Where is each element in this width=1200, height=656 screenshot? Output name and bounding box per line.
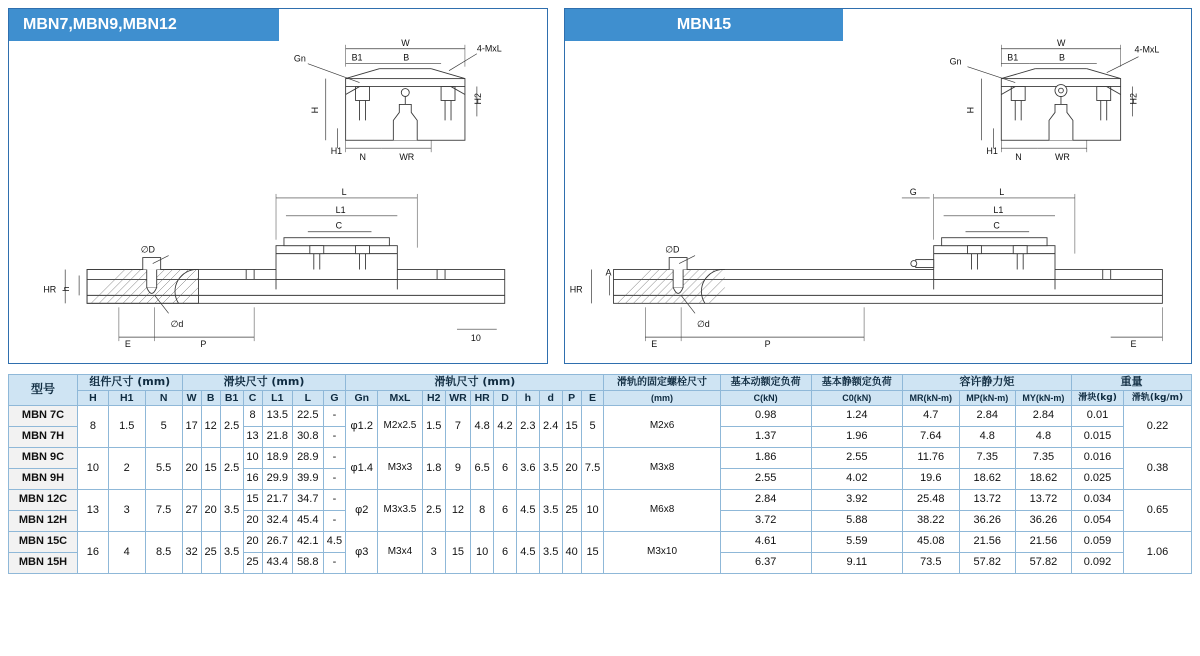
subheader-E: E [581, 390, 604, 405]
subheader-D: D [494, 390, 517, 405]
cell-weight-block: 0.034 [1072, 489, 1124, 510]
cell-C0-kN: 4.02 [811, 468, 902, 489]
cell-weight-rail: 1.06 [1124, 531, 1192, 573]
cell-W: 20 [182, 447, 201, 489]
cell-MxL: M3x3.5 [378, 489, 423, 531]
header-static-moment: 容许静力矩 [902, 375, 1071, 391]
cell-model: MBN 15H [9, 552, 78, 573]
cell-L1: 29.9 [262, 468, 292, 489]
svg-text:C: C [993, 220, 1000, 231]
cell-model: MBN 7H [9, 426, 78, 447]
subheader-H: H [78, 390, 109, 405]
svg-text:L: L [341, 186, 347, 197]
cell-H: 16 [78, 531, 109, 573]
table-row [9, 531, 1192, 552]
subheader-weight-rail: 滑轨(kg/m) [1124, 390, 1192, 405]
subheader-h: h [516, 390, 539, 405]
cell-B1: 3.5 [220, 489, 243, 531]
svg-text:∅d: ∅d [697, 319, 710, 330]
table-row [9, 405, 1192, 426]
cell-B1: 2.5 [220, 447, 243, 489]
cell-L1: 21.8 [262, 426, 292, 447]
cell-H1: 3 [108, 489, 145, 531]
cell-Gn: φ1.4 [346, 447, 378, 489]
cell-D: 4.2 [494, 405, 517, 447]
header-static-load: 基本静额定负荷 [811, 375, 902, 391]
cell-MP: 2.84 [959, 405, 1015, 426]
svg-text:B1: B1 [1007, 52, 1019, 63]
cell-E: 7.5 [581, 447, 604, 489]
subheader-B1: B1 [220, 390, 243, 405]
cell-H1: 4 [108, 531, 145, 573]
subheader-MP: MP(kN-m) [959, 390, 1015, 405]
cell-MY: 7.35 [1015, 447, 1071, 468]
cell-L: 30.8 [293, 426, 323, 447]
cell-L1: 21.7 [262, 489, 292, 510]
cell-C: 8 [243, 405, 262, 426]
cell-H2: 2.5 [422, 489, 445, 531]
subheader-HR: HR [471, 390, 494, 405]
cell-G: - [323, 552, 346, 573]
svg-text:H1: H1 [986, 146, 998, 157]
cell-C-kN: 6.37 [720, 552, 811, 573]
svg-text:B1: B1 [351, 52, 363, 63]
svg-text:4-MxL: 4-MxL [476, 43, 502, 54]
svg-text:E: E [1130, 339, 1137, 350]
cell-W: 17 [182, 405, 201, 447]
cell-C0-kN: 5.88 [811, 510, 902, 531]
cell-L1: 32.4 [262, 510, 292, 531]
header-model: 型号 [9, 375, 78, 406]
cell-weight-block: 0.016 [1072, 447, 1124, 468]
svg-text:H2: H2 [1128, 93, 1139, 105]
cell-E: 10 [581, 489, 604, 531]
cell-H1: 2 [108, 447, 145, 489]
svg-text:B: B [403, 52, 410, 63]
svg-text:N: N [359, 152, 367, 163]
cell-W: 27 [182, 489, 201, 531]
cell-C: 25 [243, 552, 262, 573]
cell-H: 10 [78, 447, 109, 489]
subheader-C-kN: C(kN) [720, 390, 811, 405]
cell-weight-block: 0.092 [1072, 552, 1124, 573]
cell-MR: 4.7 [902, 405, 959, 426]
cell-L1: 13.5 [262, 405, 292, 426]
cell-C: 20 [243, 510, 262, 531]
cell-C0-kN: 5.59 [811, 531, 902, 552]
cell-MR: 7.64 [902, 426, 959, 447]
svg-text:h: h [61, 286, 72, 292]
cell-D: 6 [494, 447, 517, 489]
subheader-B: B [201, 390, 220, 405]
technical-drawing-right [565, 9, 1191, 363]
svg-text:P: P [764, 339, 771, 350]
panel-title-left: MBN7,MBN9,MBN12 [9, 9, 279, 41]
cell-weight-block: 0.015 [1072, 426, 1124, 447]
cell-B: 20 [201, 489, 220, 531]
svg-text:P: P [200, 339, 207, 350]
cell-weight-rail: 0.38 [1124, 447, 1192, 489]
cell-MY: 21.56 [1015, 531, 1071, 552]
svg-text:H1: H1 [330, 146, 343, 157]
cell-W: 32 [182, 531, 201, 573]
cell-L: 28.9 [293, 447, 323, 468]
cell-C-kN: 4.61 [720, 531, 811, 552]
cell-G: - [323, 510, 346, 531]
cell-C-kN: 1.37 [720, 426, 811, 447]
cell-N: 7.5 [145, 489, 182, 531]
cell-B: 12 [201, 405, 220, 447]
cell-C-kN: 0.98 [720, 405, 811, 426]
cell-WR: 9 [445, 447, 471, 489]
cell-L1: 18.9 [262, 447, 292, 468]
svg-text:Gn: Gn [949, 56, 962, 67]
cell-MxL: M3x4 [378, 531, 423, 573]
cell-MP: 7.35 [959, 447, 1015, 468]
cell-P: 25 [562, 489, 581, 531]
cell-d: 3.5 [539, 447, 562, 489]
cell-L1: 43.4 [262, 552, 292, 573]
cell-d: 3.5 [539, 489, 562, 531]
cell-L: 58.8 [293, 552, 323, 573]
cell-WR: 12 [445, 489, 471, 531]
table-row [9, 489, 1192, 510]
cell-MR: 38.22 [902, 510, 959, 531]
drawing-panel-mbn15 [564, 8, 1192, 364]
svg-text:WR: WR [399, 152, 415, 163]
subheader-H1: H1 [108, 390, 145, 405]
svg-text:E: E [651, 339, 658, 350]
cell-P: 40 [562, 531, 581, 573]
subheader-weight-block: 滑块(kg) [1072, 390, 1124, 405]
cell-weight-rail: 0.65 [1124, 489, 1192, 531]
subheader-C: C [243, 390, 262, 405]
svg-text:∅D: ∅D [665, 244, 680, 255]
svg-text:A: A [605, 267, 612, 278]
cell-model: MBN 7C [9, 405, 78, 426]
cell-C-kN: 2.84 [720, 489, 811, 510]
cell-H2: 3 [422, 531, 445, 573]
cell-G: - [323, 447, 346, 468]
cell-G: - [323, 468, 346, 489]
cell-G: - [323, 405, 346, 426]
technical-drawing-left [9, 9, 547, 363]
subheader-P: P [562, 390, 581, 405]
specification-table-wrap [8, 374, 1192, 574]
table-body [9, 405, 1192, 573]
cell-L: 22.5 [293, 405, 323, 426]
cell-C: 16 [243, 468, 262, 489]
subheader-G: G [323, 390, 346, 405]
table-row [9, 447, 1192, 468]
cell-L: 45.4 [293, 510, 323, 531]
cell-bolt: M2x6 [604, 405, 720, 447]
cell-H: 8 [78, 405, 109, 447]
subheader-bolt-unit: (mm) [604, 390, 720, 405]
cell-L: 42.1 [293, 531, 323, 552]
cell-C-kN: 3.72 [720, 510, 811, 531]
cell-G: - [323, 489, 346, 510]
cell-HR: 8 [471, 489, 494, 531]
cell-weight-block: 0.025 [1072, 468, 1124, 489]
subheader-MY: MY(kN-m) [1015, 390, 1071, 405]
cell-N: 8.5 [145, 531, 182, 573]
cell-MY: 4.8 [1015, 426, 1071, 447]
svg-text:W: W [401, 37, 410, 48]
svg-text:∅d: ∅d [170, 319, 184, 330]
svg-text:C: C [335, 220, 343, 231]
subheader-WR: WR [445, 390, 471, 405]
cell-weight-block: 0.054 [1072, 510, 1124, 531]
cell-L: 39.9 [293, 468, 323, 489]
cell-L1: 26.7 [262, 531, 292, 552]
subheader-W: W [182, 390, 201, 405]
subheader-L: L [293, 390, 323, 405]
cell-C: 10 [243, 447, 262, 468]
cell-model: MBN 9C [9, 447, 78, 468]
cell-Gn: φ1.2 [346, 405, 378, 447]
cell-weight-rail: 0.22 [1124, 405, 1192, 447]
cell-h: 3.6 [516, 447, 539, 489]
cell-B: 25 [201, 531, 220, 573]
cell-MY: 18.62 [1015, 468, 1071, 489]
cell-model: MBN 9H [9, 468, 78, 489]
cell-model: MBN 12H [9, 510, 78, 531]
svg-text:L: L [999, 186, 1005, 197]
cell-MP: 4.8 [959, 426, 1015, 447]
header-rail-dims: 滑轨尺寸 (mm) [346, 375, 604, 391]
cell-MP: 36.26 [959, 510, 1015, 531]
cell-MY: 36.26 [1015, 510, 1071, 531]
cell-L: 34.7 [293, 489, 323, 510]
cell-model: MBN 15C [9, 531, 78, 552]
svg-text:WR: WR [1055, 152, 1070, 163]
cell-C0-kN: 1.96 [811, 426, 902, 447]
cell-bolt: M3x10 [604, 531, 720, 573]
header-block-dims: 滑块尺寸 (mm) [182, 375, 346, 391]
subheader-d: d [539, 390, 562, 405]
cell-E: 5 [581, 405, 604, 447]
svg-text:E: E [124, 339, 131, 350]
cell-weight-block: 0.059 [1072, 531, 1124, 552]
cell-C: 13 [243, 426, 262, 447]
cell-C: 15 [243, 489, 262, 510]
subheader-N: N [145, 390, 182, 405]
header-assembly-dims: 组件尺寸 (mm) [78, 375, 183, 391]
cell-HR: 4.8 [471, 405, 494, 447]
cell-HR: 10 [471, 531, 494, 573]
cell-Gn: φ2 [346, 489, 378, 531]
subheader-H2: H2 [422, 390, 445, 405]
cell-WR: 15 [445, 531, 471, 573]
specification-table [8, 374, 1192, 574]
cell-model: MBN 12C [9, 489, 78, 510]
cell-C-kN: 2.55 [720, 468, 811, 489]
subheader-MR: MR(kN-m) [902, 390, 959, 405]
panel-title-right: MBN15 [565, 9, 843, 41]
cell-N: 5 [145, 405, 182, 447]
cell-MR: 11.76 [902, 447, 959, 468]
cell-bolt: M3x8 [604, 447, 720, 489]
cell-C0-kN: 3.92 [811, 489, 902, 510]
svg-text:L1: L1 [993, 204, 1004, 215]
cell-B1: 2.5 [220, 405, 243, 447]
cell-P: 20 [562, 447, 581, 489]
cell-C-kN: 1.86 [720, 447, 811, 468]
cell-P: 15 [562, 405, 581, 447]
header-bolt-size: 滑轨的固定螺栓尺寸 [604, 375, 720, 391]
svg-text:G: G [909, 186, 917, 197]
svg-text:N: N [1015, 152, 1022, 163]
svg-text:H: H [309, 106, 320, 114]
cell-h: 4.5 [516, 489, 539, 531]
cell-MR: 45.08 [902, 531, 959, 552]
svg-text:H2: H2 [472, 93, 483, 105]
cell-D: 6 [494, 531, 517, 573]
cell-MR: 25.48 [902, 489, 959, 510]
cell-MR: 73.5 [902, 552, 959, 573]
cell-H2: 1.8 [422, 447, 445, 489]
cell-d: 3.5 [539, 531, 562, 573]
svg-text:HR: HR [569, 284, 583, 295]
svg-text:B: B [1058, 52, 1065, 63]
cell-MY: 2.84 [1015, 405, 1071, 426]
svg-text:4-MxL: 4-MxL [1134, 44, 1160, 55]
header-dynamic-load: 基本动额定负荷 [720, 375, 811, 391]
cell-C0-kN: 9.11 [811, 552, 902, 573]
svg-text:W: W [1056, 37, 1066, 48]
cell-MP: 13.72 [959, 489, 1015, 510]
drawing-panel-mbn7-9-12 [8, 8, 548, 364]
cell-C0-kN: 1.24 [811, 405, 902, 426]
svg-text:Gn: Gn [293, 53, 306, 64]
cell-C: 20 [243, 531, 262, 552]
subheader-Gn: Gn [346, 390, 378, 405]
cell-H2: 1.5 [422, 405, 445, 447]
cell-h: 2.3 [516, 405, 539, 447]
cell-B1: 3.5 [220, 531, 243, 573]
cell-d: 2.4 [539, 405, 562, 447]
cell-h: 4.5 [516, 531, 539, 573]
cell-HR: 6.5 [471, 447, 494, 489]
cell-Gn: φ3 [346, 531, 378, 573]
cell-D: 6 [494, 489, 517, 531]
subheader-MxL: MxL [378, 390, 423, 405]
cell-B: 15 [201, 447, 220, 489]
cell-bolt: M6x8 [604, 489, 720, 531]
cell-G: 4.5 [323, 531, 346, 552]
cell-MxL: M3x3 [378, 447, 423, 489]
cell-N: 5.5 [145, 447, 182, 489]
cell-H1: 1.5 [108, 405, 145, 447]
subheader-L1: L1 [262, 390, 292, 405]
cell-G: - [323, 426, 346, 447]
cell-C0-kN: 2.55 [811, 447, 902, 468]
cell-MP: 18.62 [959, 468, 1015, 489]
svg-text:HR: HR [43, 284, 57, 295]
cell-MR: 19.6 [902, 468, 959, 489]
cell-H: 13 [78, 489, 109, 531]
svg-text:L1: L1 [335, 204, 346, 215]
cell-MP: 21.56 [959, 531, 1015, 552]
cell-MP: 57.82 [959, 552, 1015, 573]
cell-MY: 57.82 [1015, 552, 1071, 573]
svg-text:∅D: ∅D [140, 244, 156, 255]
cell-MY: 13.72 [1015, 489, 1071, 510]
subheader-C0-kN: C0(kN) [811, 390, 902, 405]
svg-text:H: H [965, 106, 976, 114]
svg-text:10: 10 [470, 333, 481, 344]
cell-weight-block: 0.01 [1072, 405, 1124, 426]
cell-E: 15 [581, 531, 604, 573]
cell-WR: 7 [445, 405, 471, 447]
header-weight: 重量 [1072, 375, 1192, 391]
cell-MxL: M2x2.5 [378, 405, 423, 447]
